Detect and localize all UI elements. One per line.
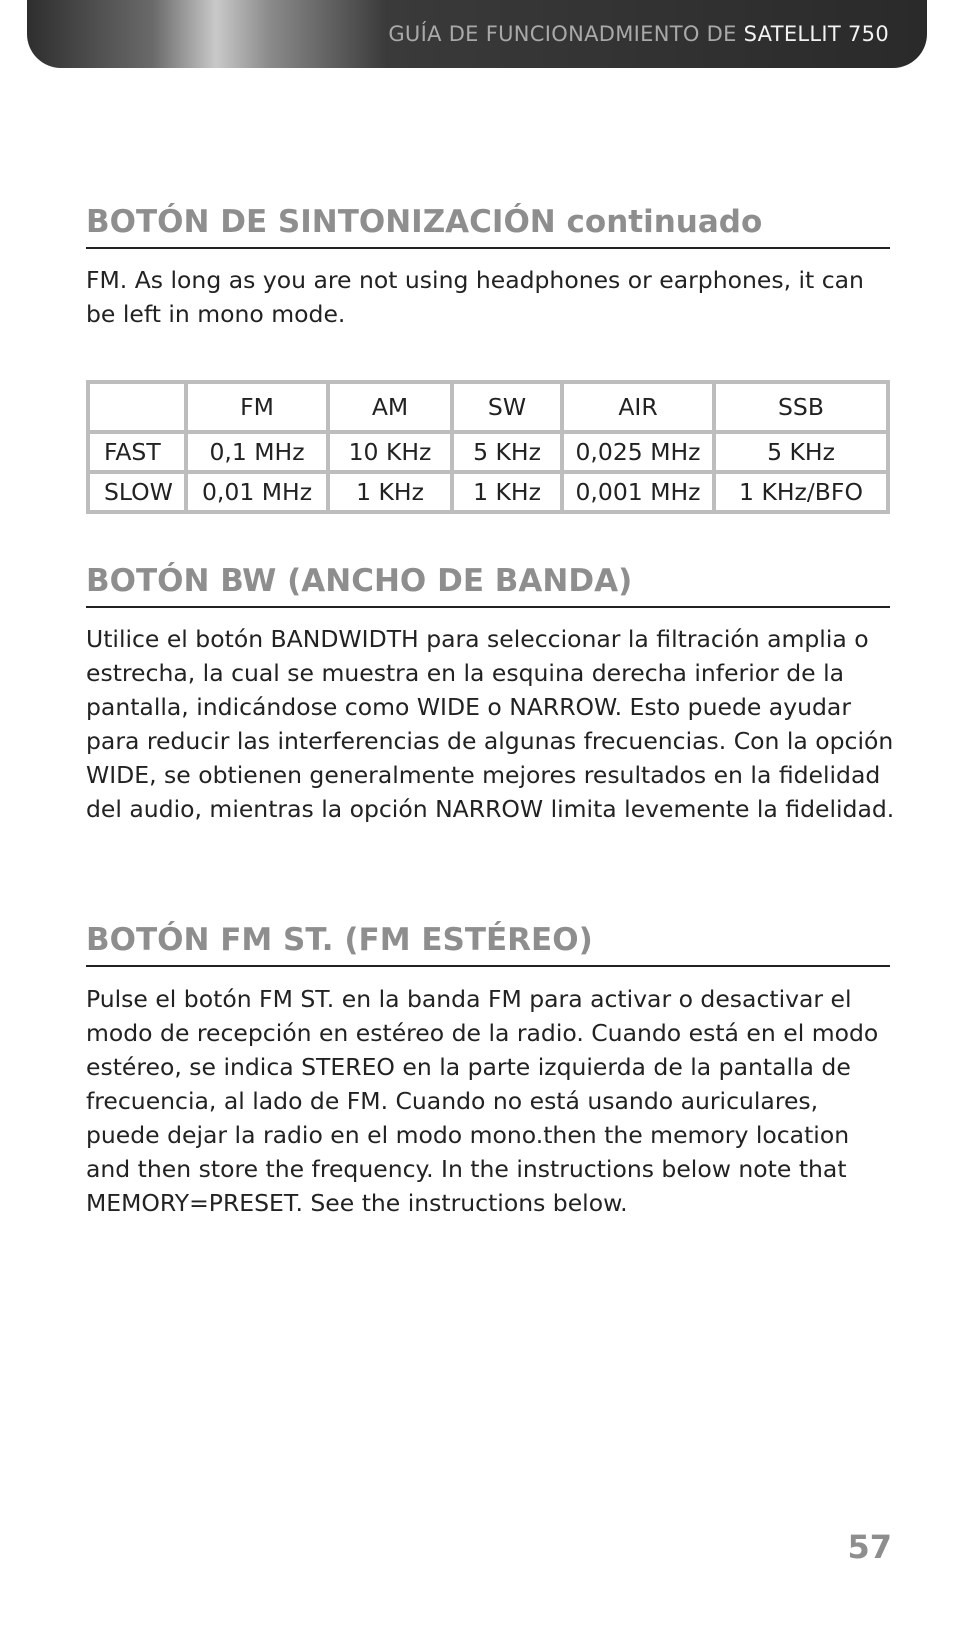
table-row bbox=[88, 432, 888, 472]
header-title bbox=[388, 22, 889, 46]
table-header-cell: SW bbox=[452, 382, 562, 432]
section-title-fm-stereo: BOTÓN FM ST. (FM ESTÉREO) bbox=[86, 922, 890, 967]
table-cell: SLOW bbox=[88, 472, 186, 512]
section-body-bandwidth: Utilice el botón BANDWIDTH para seleccionar la filtración amplia o estrecha, la cual se muestra en la esquina derecha inferior de la pantalla, indicándose como WIDE o NARROW. Esto puede ayudar para reducir las interferencias de algunas frecuencias. Con la opción WIDE, se obtienen generalmente mejores resultados en la fidelidad del audio, mientras la opción NARROW limita levemente la fidelidad. bbox=[86, 625, 895, 823]
tuning-steps-table bbox=[86, 380, 890, 514]
table-cell: 1 KHz bbox=[328, 472, 452, 512]
table-cell: 10 KHz bbox=[328, 432, 452, 472]
table-header-cell: FM bbox=[186, 382, 328, 432]
table-header-cell: AIR bbox=[562, 382, 714, 432]
section-title-tuning: BOTÓN DE SINTONIZACIÓN continuado bbox=[86, 204, 890, 249]
table-cell: 1 KHz bbox=[452, 472, 562, 512]
table-cell: 5 KHz bbox=[714, 432, 888, 472]
table-cell: 0,01 MHz bbox=[186, 472, 328, 512]
section-body-tuning: FM. As long as you are not using headphones or earphones, it can be left in mono mode. bbox=[86, 266, 864, 328]
table-cell: 0,025 MHz bbox=[562, 432, 714, 472]
header-bar bbox=[27, 0, 927, 68]
table-cell: 0,1 MHz bbox=[186, 432, 328, 472]
table-cell: 5 KHz bbox=[452, 432, 562, 472]
header-guide-label: GUÍA DE FUNCIONADMIENTO DE bbox=[388, 22, 737, 46]
table-cell: FAST bbox=[88, 432, 186, 472]
section-title-bandwidth: BOTÓN BW (ANCHO DE BANDA) bbox=[86, 563, 890, 608]
table-cell: 1 KHz/BFO bbox=[714, 472, 888, 512]
table-row bbox=[88, 472, 888, 512]
table-header-cell: SSB bbox=[714, 382, 888, 432]
table-header-cell: AM bbox=[328, 382, 452, 432]
header-model-name: SATELLIT 750 bbox=[743, 22, 889, 46]
table-header-row bbox=[88, 382, 888, 432]
page-number: 57 bbox=[847, 1528, 892, 1566]
section-body-fm-stereo: Pulse el botón FM ST. en la banda FM para activar o desactivar el modo de recepción en estéreo de la radio. Cuando está en el modo estéreo, se indica STEREO en la parte izquierda de la pantalla de frecuencia, al lado de FM. Cuando no está usando auriculares, puede dejar la radio en el modo mono.then the memory location and then store the frequency. In the instructions below note that MEMORY=PRESET. See the instructions below. bbox=[86, 985, 879, 1217]
table-header-cell bbox=[88, 382, 186, 432]
table-cell: 0,001 MHz bbox=[562, 472, 714, 512]
